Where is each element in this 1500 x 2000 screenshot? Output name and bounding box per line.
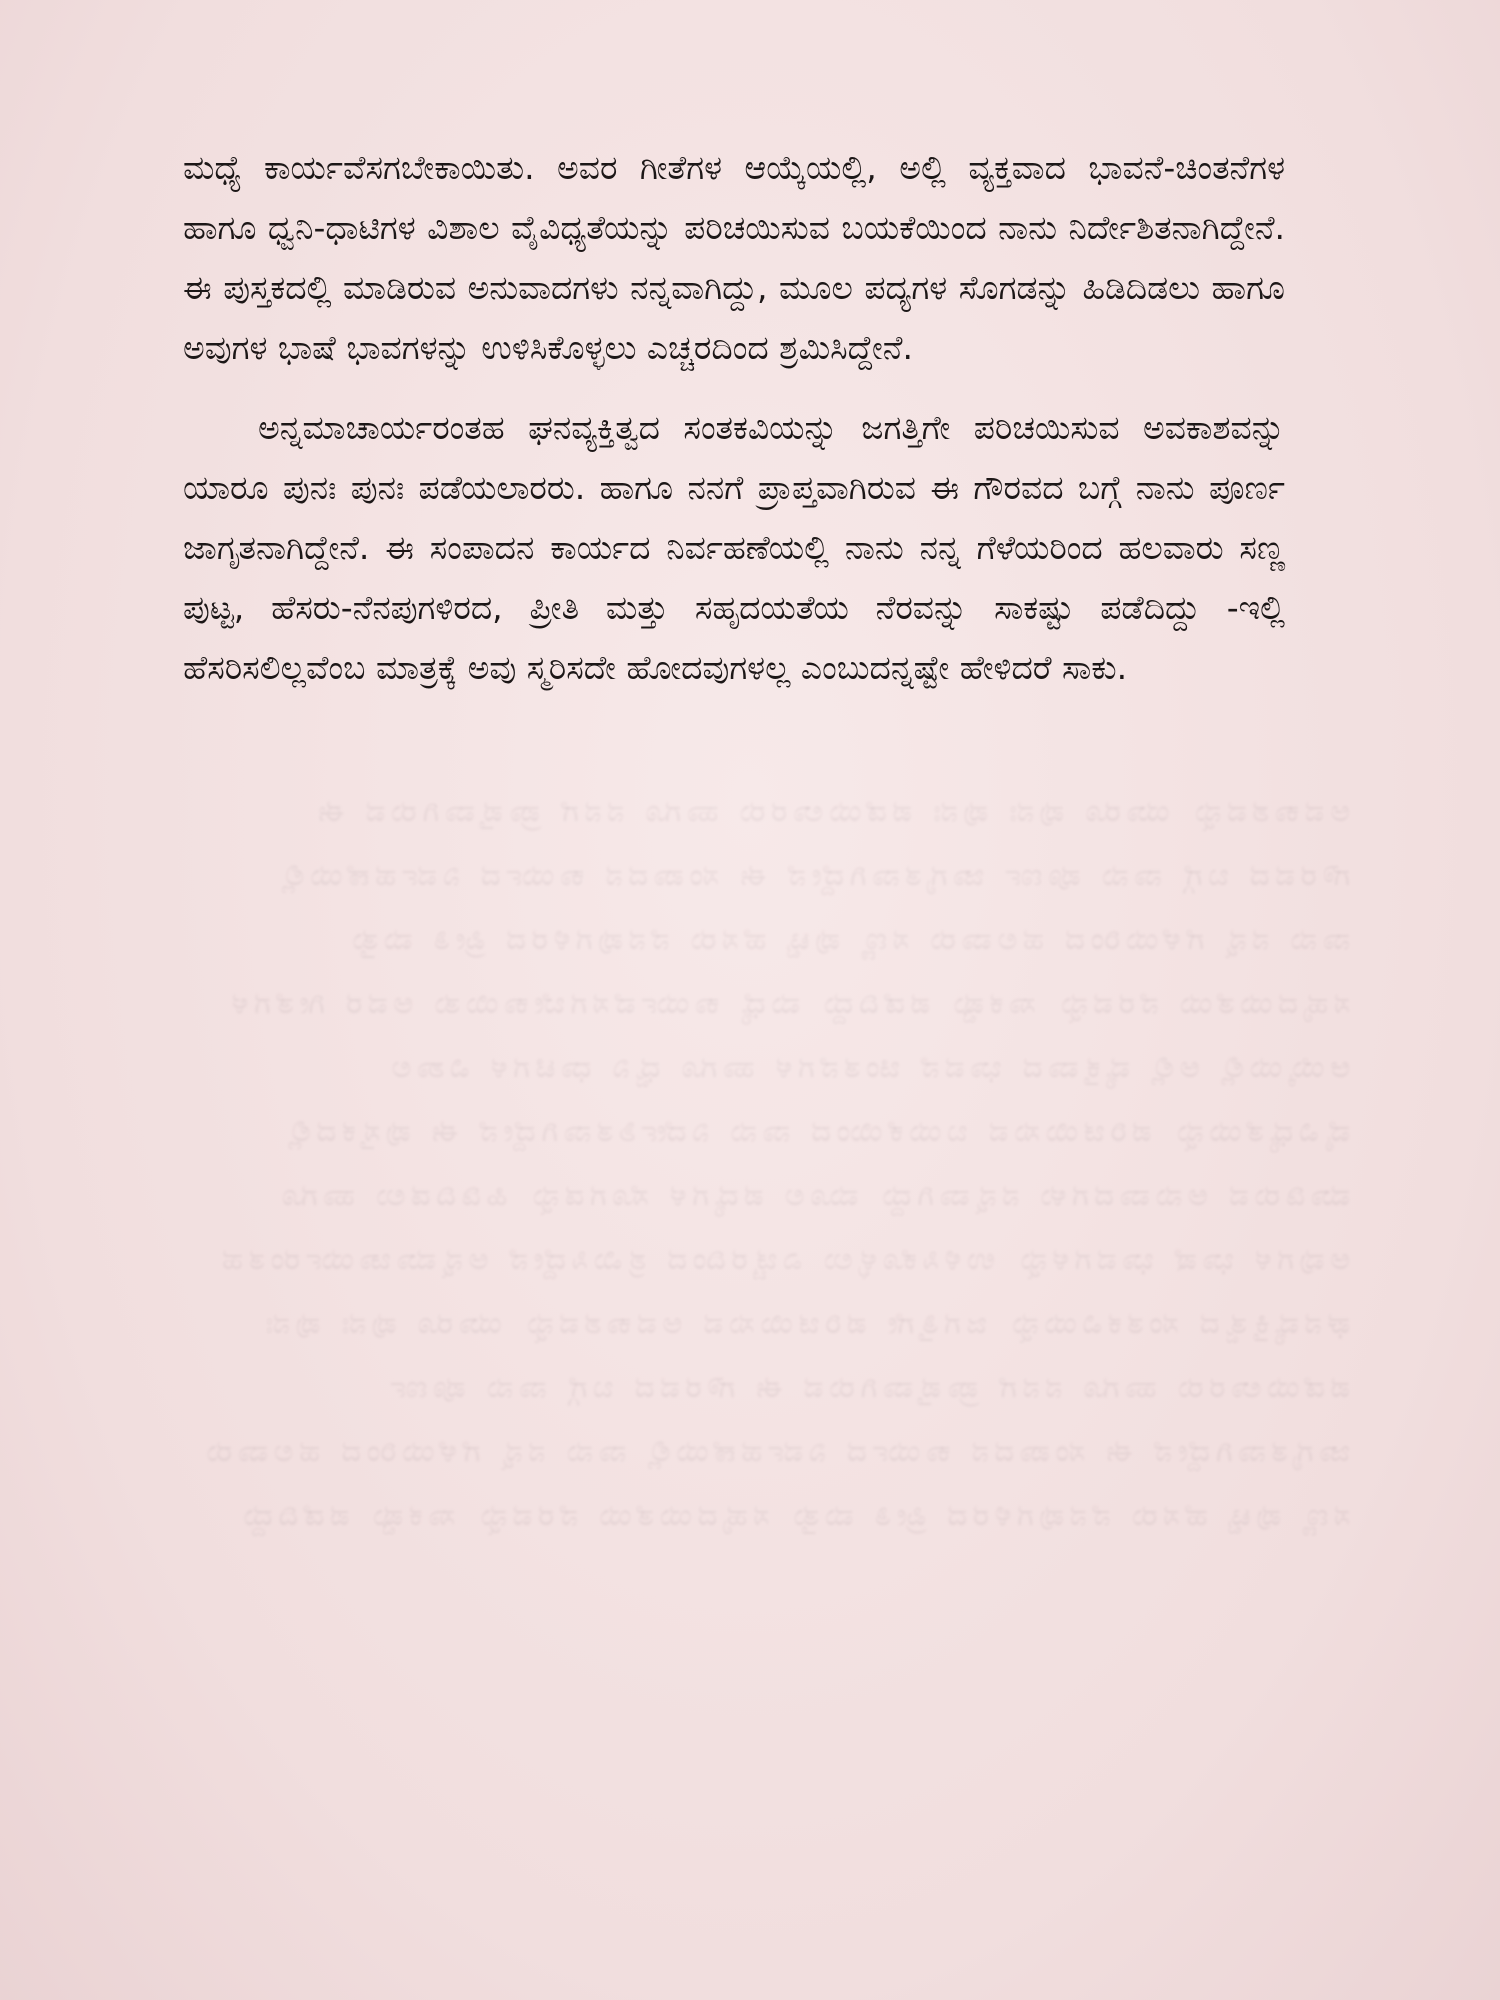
body-text	[183, 138, 1285, 698]
show-through-text: ಅವಕಾಶವನ್ನು ಯಾರೂ ಪುನಃ ಪುನಃ ಪಡೆಯಲಾರರು ಹಾಗೂ ನನಗೆ ಪ್ರಾಪ್ತವಾಗಿರುವ ಈ ಗೌರವದ ಬಗ್ಗೆ ನಾನು ಪೂರ್ಣ ಜಾಗೃತನಾಗಿದ್ದೇನೆ ಈ ಸಂಪಾದನ ಕಾರ್ಯದ ನಿರ್ವಹಣೆಯಲ್ಲಿ ನಾನು ನನ್ನ ಗೆಳೆಯರಿಂದ ಹಲವಾರು ಸಣ್ಣ ಪುಟ್ಟ ಹೆಸರು ನೆನಪುಗಳಿರದ ಪ್ರೀತಿ ಮತ್ತು ಸಹೃದಯತೆಯ ನೆರವನ್ನು ಸಾಕಷ್ಟು ಪಡೆದಿದ್ದು ಮಧ್ಯೆ ಕಾರ್ಯವೆಸಗಬೇಕಾಯಿತು ಅವರ ಗೀತೆಗಳ ಆಯ್ಕೆಯಲ್ಲಿ ಅಲ್ಲಿ ವ್ಯಕ್ತವಾದ ಭಾವನೆ ಚಿಂತನೆಗಳ ಹಾಗೂ ಧ್ವನಿ ಧಾಟಿಗಳ ವಿಶಾಲ ವೈವಿಧ್ಯತೆಯನ್ನು ಪರಿಚಯಿಸುವ ಬಯಕೆಯಿಂದ ನಾನು ನಿರ್ದೇಶಿತನಾಗಿದ್ದೇನೆ ಈ ಪುಸ್ತಕದಲ್ಲಿ ಮಾಡಿರುವ ಅನುವಾದಗಳು ನನ್ನವಾಗಿದ್ದು ಮೂಲ ಪದ್ಯಗಳ ಸೊಗಡನ್ನು ಹಿಡಿದಿಡಲು ಹಾಗೂ ಅವುಗಳ ಭಾಷೆ ಭಾವಗಳನ್ನು ಉಳಿಸಿಕೊಳ್ಳಲು ಎಚ್ಚರದಿಂದ ಶ್ರಮಿಸಿದ್ದೇನೆ ಅನ್ನಮಾಚಾರ್ಯರಂತಹ ಘನವ್ಯಕ್ತಿತ್ವದ ಸಂತಕವಿಯನ್ನು ಜಗತ್ತಿಗೇ ಪರಿಚಯಿಸುವ ಅವಕಾಶವನ್ನು ಯಾರೂ ಪುನಃ ಪುನಃ ಪಡೆಯಲಾರರು ಹಾಗೂ ನನಗೆ ಪ್ರಾಪ್ತವಾಗಿರುವ ಈ ಗೌರವದ ಬಗ್ಗೆ ನಾನು ಪೂರ್ಣ ಜಾಗೃತನಾಗಿದ್ದೇನೆ ಈ ಸಂಪಾದನ ಕಾರ್ಯದ ನಿರ್ವಹಣೆಯಲ್ಲಿ ನಾನು ನನ್ನ ಗೆಳೆಯರಿಂದ ಹಲವಾರು ಸಣ್ಣ ಪುಟ್ಟ ಹೆಸರು ನೆನಪುಗಳಿರದ ಪ್ರೀತಿ ಮತ್ತು ಸಹೃದಯತೆಯ ನೆರವನ್ನು ಸಾಕಷ್ಟು ಪಡೆದಿದ್ದು	[200, 794, 1350, 1533]
paragraph-1: ಮಧ್ಯೆ ಕಾರ್ಯವೆಸಗಬೇಕಾಯಿತು. ಅವರ ಗೀತೆಗಳ ಆಯ್ಕೆಯಲ್ಲಿ, ಅಲ್ಲಿ ವ್ಯಕ್ತವಾದ ಭಾವನೆ-ಚಿಂತನೆಗಳ ಹಾಗೂ ಧ್ವನಿ-ಧಾಟಿಗಳ ವಿಶಾಲ ವೈವಿಧ್ಯತೆಯನ್ನು ಪರಿಚಯಿಸುವ ಬಯಕೆಯಿಂದ ನಾನು ನಿರ್ದೇಶಿತನಾಗಿದ್ದೇನೆ. ಈ ಪುಸ್ತಕದಲ್ಲಿ ಮಾಡಿರುವ ಅನುವಾದಗಳು ನನ್ನವಾಗಿದ್ದು, ಮೂಲ ಪದ್ಯಗಳ ಸೊಗಡನ್ನು ಹಿಡಿದಿಡಲು ಹಾಗೂ ಅವುಗಳ ಭಾಷೆ ಭಾವಗಳನ್ನು ಉಳಿಸಿಕೊಳ್ಳಲು ಎಚ್ಚರದಿಂದ ಶ್ರಮಿಸಿದ್ದೇನೆ.	[183, 148, 1285, 367]
paragraph-2: ಅನ್ನಮಾಚಾರ್ಯರಂತಹ ಘನವ್ಯಕ್ತಿತ್ವದ ಸಂತಕವಿಯನ್ನು ಜಗತ್ತಿಗೇ ಪರಿಚಯಿಸುವ ಅವಕಾಶವನ್ನು ಯಾರೂ ಪುನಃ ಪುನಃ ಪಡೆಯಲಾರರು. ಹಾಗೂ ನನಗೆ ಪ್ರಾಪ್ತವಾಗಿರುವ ಈ ಗೌರವದ ಬಗ್ಗೆ ನಾನು ಪೂರ್ಣ ಜಾಗೃತನಾಗಿದ್ದೇನೆ. ಈ ಸಂಪಾದನ ಕಾರ್ಯದ ನಿರ್ವಹಣೆಯಲ್ಲಿ ನಾನು ನನ್ನ ಗೆಳೆಯರಿಂದ ಹಲವಾರು ಸಣ್ಣ ಪುಟ್ಟ, ಹೆಸರು-ನೆನಪುಗಳಿರದ, ಪ್ರೀತಿ ಮತ್ತು ಸಹೃದಯತೆಯ ನೆರವನ್ನು ಸಾಕಷ್ಟು ಪಡೆದಿದ್ದು -ಇಲ್ಲಿ ಹೆಸರಿಸಲಿಲ್ಲವೆಂಬ ಮಾತ್ರಕ್ಕೆ ಅವು ಸ್ಮರಿಸದೇ ಹೋದವುಗಳಲ್ಲ ಎಂಬುದನ್ನಷ್ಟೇ ಹೇಳಿದರೆ ಸಾಕು.	[183, 408, 1285, 687]
